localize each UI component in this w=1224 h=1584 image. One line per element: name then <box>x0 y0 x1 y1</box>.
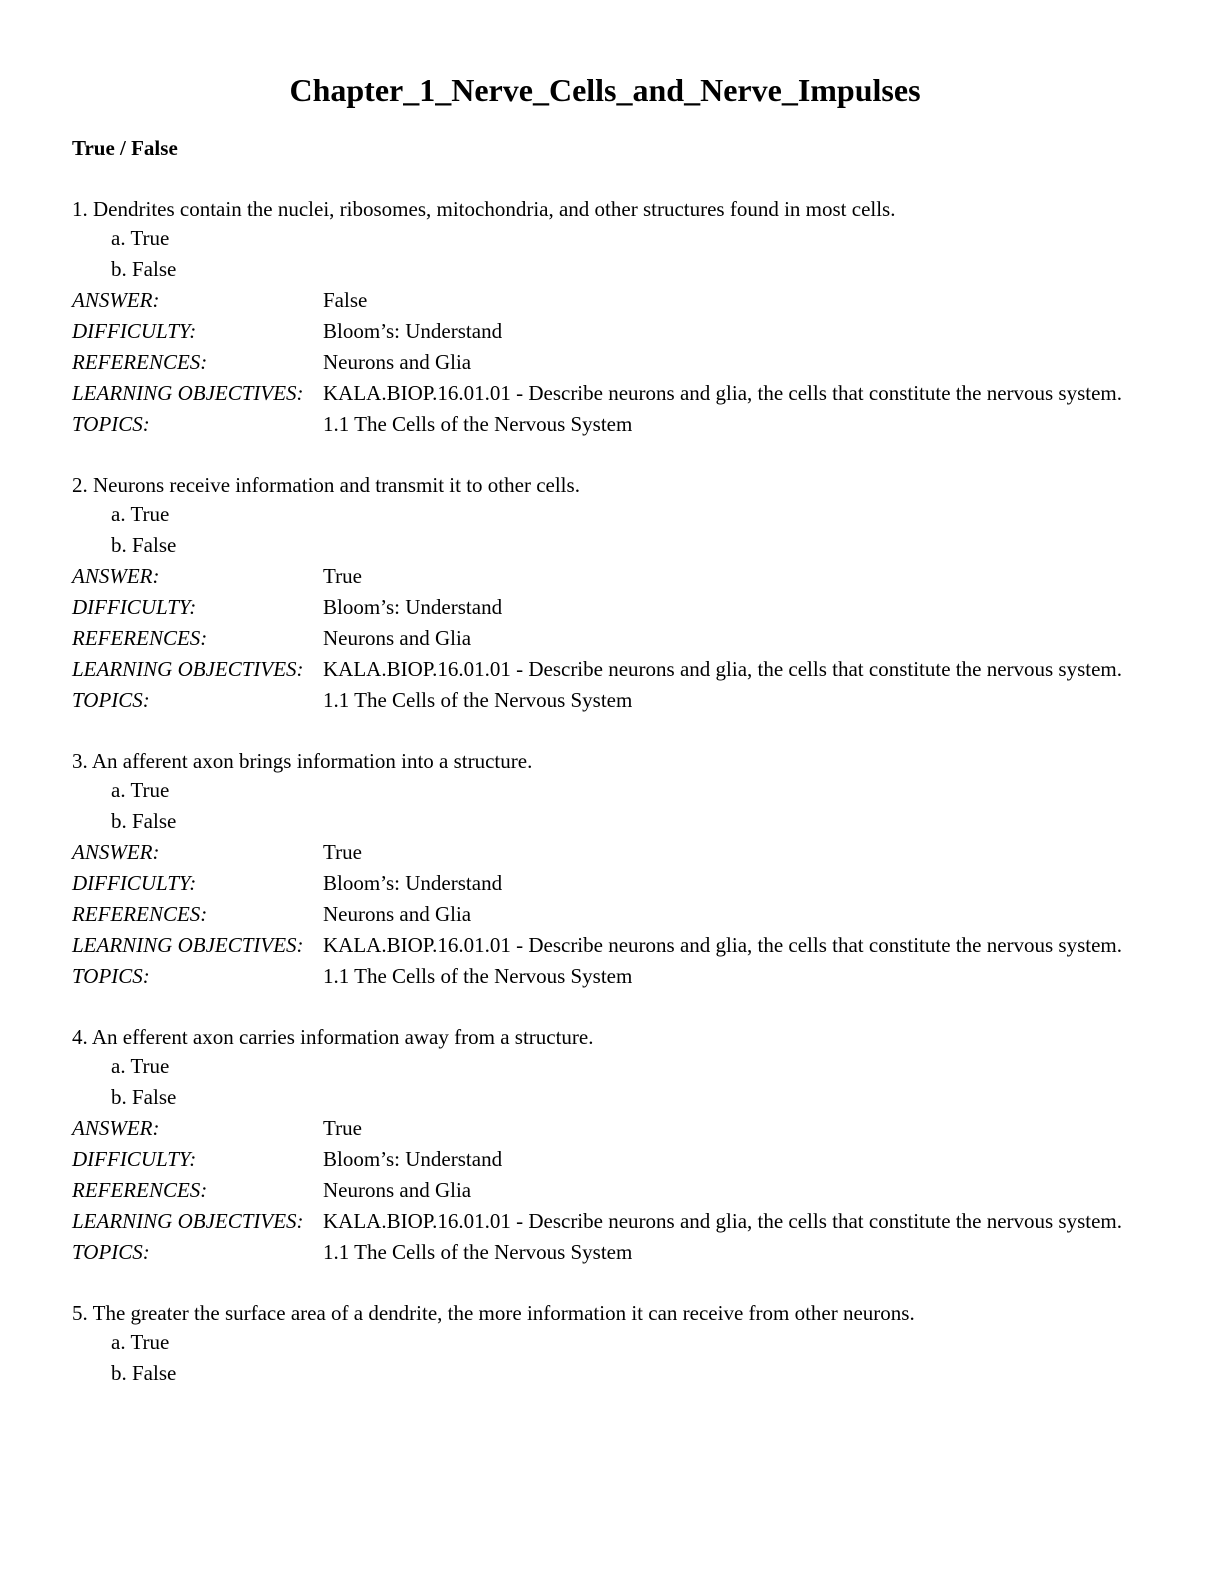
difficulty-value: Bloom’s: Understand <box>323 1147 503 1171</box>
answer-row <box>72 837 1152 868</box>
answer-value: True <box>323 564 362 588</box>
topics-value: 1.1 The Cells of the Nervous System <box>323 1240 633 1264</box>
question-stem: 3. An afferent axon brings information into a structure. <box>72 749 533 773</box>
difficulty-label: DIFFICULTY: <box>72 1147 197 1171</box>
answer-value: True <box>323 1116 362 1140</box>
learning-objectives-label: LEARNING OBJECTIVES: <box>72 933 304 957</box>
question-list <box>72 195 1152 1420</box>
topics-row <box>72 961 1152 992</box>
answer-label: ANSWER: <box>72 1116 160 1140</box>
topics-label: TOPICS: <box>72 688 150 712</box>
references-row <box>72 347 1152 378</box>
references-row <box>72 899 1152 930</box>
learning-objectives-label: LEARNING OBJECTIVES: <box>72 1209 304 1233</box>
references-label: REFERENCES: <box>72 350 208 374</box>
references-row <box>72 623 1152 654</box>
question-2 <box>72 471 1152 716</box>
option-false: b. False <box>111 1361 177 1385</box>
learning-objectives-row <box>72 930 1152 961</box>
answer-label: ANSWER: <box>72 840 160 864</box>
topics-row <box>72 1237 1152 1268</box>
option-true: a. True <box>111 502 170 526</box>
topics-label: TOPICS: <box>72 412 150 436</box>
difficulty-label: DIFFICULTY: <box>72 595 197 619</box>
option-false: b. False <box>111 1085 177 1109</box>
difficulty-row <box>72 592 1152 623</box>
option-true: a. True <box>111 1330 170 1354</box>
question-4 <box>72 1023 1152 1268</box>
question-stem: 4. An efferent axon carries information away from a structure. <box>72 1025 594 1049</box>
difficulty-row <box>72 868 1152 899</box>
learning-objectives-value: KALA.BIOP.16.01.01 - Describe neurons and glia, the cells that constitute the nervous system. <box>323 1209 1123 1233</box>
answer-label: ANSWER: <box>72 288 160 312</box>
references-value: Neurons and Glia <box>323 350 472 374</box>
option-false: b. False <box>111 809 177 833</box>
topics-value: 1.1 The Cells of the Nervous System <box>323 964 633 988</box>
answer-value: True <box>323 840 362 864</box>
difficulty-label: DIFFICULTY: <box>72 319 197 343</box>
topics-value: 1.1 The Cells of the Nervous System <box>323 412 633 436</box>
option-false: b. False <box>111 257 177 281</box>
option-false: b. False <box>111 533 177 557</box>
question-3 <box>72 747 1152 992</box>
question-stem: 5. The greater the surface area of a dendrite, the more information it can receive from other neurons. <box>72 1301 915 1325</box>
references-label: REFERENCES: <box>72 1178 208 1202</box>
topics-label: TOPICS: <box>72 1240 150 1264</box>
references-label: REFERENCES: <box>72 626 208 650</box>
learning-objectives-value: KALA.BIOP.16.01.01 - Describe neurons and glia, the cells that constitute the nervous system. <box>323 933 1123 957</box>
topics-label: TOPICS: <box>72 964 150 988</box>
learning-objectives-row <box>72 378 1152 409</box>
answer-row <box>72 285 1152 316</box>
difficulty-value: Bloom’s: Understand <box>323 871 503 895</box>
learning-objectives-row <box>72 654 1152 685</box>
page-title: Chapter_1_Nerve_Cells_and_Nerve_Impulses <box>289 72 921 108</box>
option-true: a. True <box>111 226 170 250</box>
references-value: Neurons and Glia <box>323 1178 472 1202</box>
learning-objectives-label: LEARNING OBJECTIVES: <box>72 381 304 405</box>
topics-row <box>72 409 1152 440</box>
question-stem: 2. Neurons receive information and transmit it to other cells. <box>72 473 580 497</box>
option-true: a. True <box>111 778 170 802</box>
references-label: REFERENCES: <box>72 902 208 926</box>
answer-label: ANSWER: <box>72 564 160 588</box>
topics-row <box>72 685 1152 716</box>
question-5 <box>72 1299 1152 1389</box>
topics-value: 1.1 The Cells of the Nervous System <box>323 688 633 712</box>
references-value: Neurons and Glia <box>323 626 472 650</box>
answer-row <box>72 1113 1152 1144</box>
difficulty-value: Bloom’s: Understand <box>323 595 503 619</box>
learning-objectives-value: KALA.BIOP.16.01.01 - Describe neurons and glia, the cells that constitute the nervous system. <box>323 381 1123 405</box>
answer-row <box>72 561 1152 592</box>
question-1 <box>72 195 1152 440</box>
difficulty-row <box>72 316 1152 347</box>
section-heading: True / False <box>72 136 178 160</box>
difficulty-value: Bloom’s: Understand <box>323 319 503 343</box>
difficulty-label: DIFFICULTY: <box>72 871 197 895</box>
references-value: Neurons and Glia <box>323 902 472 926</box>
references-row <box>72 1175 1152 1206</box>
learning-objectives-value: KALA.BIOP.16.01.01 - Describe neurons and glia, the cells that constitute the nervous system. <box>323 657 1123 681</box>
question-stem: 1. Dendrites contain the nuclei, ribosomes, mitochondria, and other structures found in most cells. <box>72 197 896 221</box>
difficulty-row <box>72 1144 1152 1175</box>
answer-value: False <box>323 288 368 312</box>
learning-objectives-label: LEARNING OBJECTIVES: <box>72 657 304 681</box>
option-true: a. True <box>111 1054 170 1078</box>
learning-objectives-row <box>72 1206 1152 1237</box>
